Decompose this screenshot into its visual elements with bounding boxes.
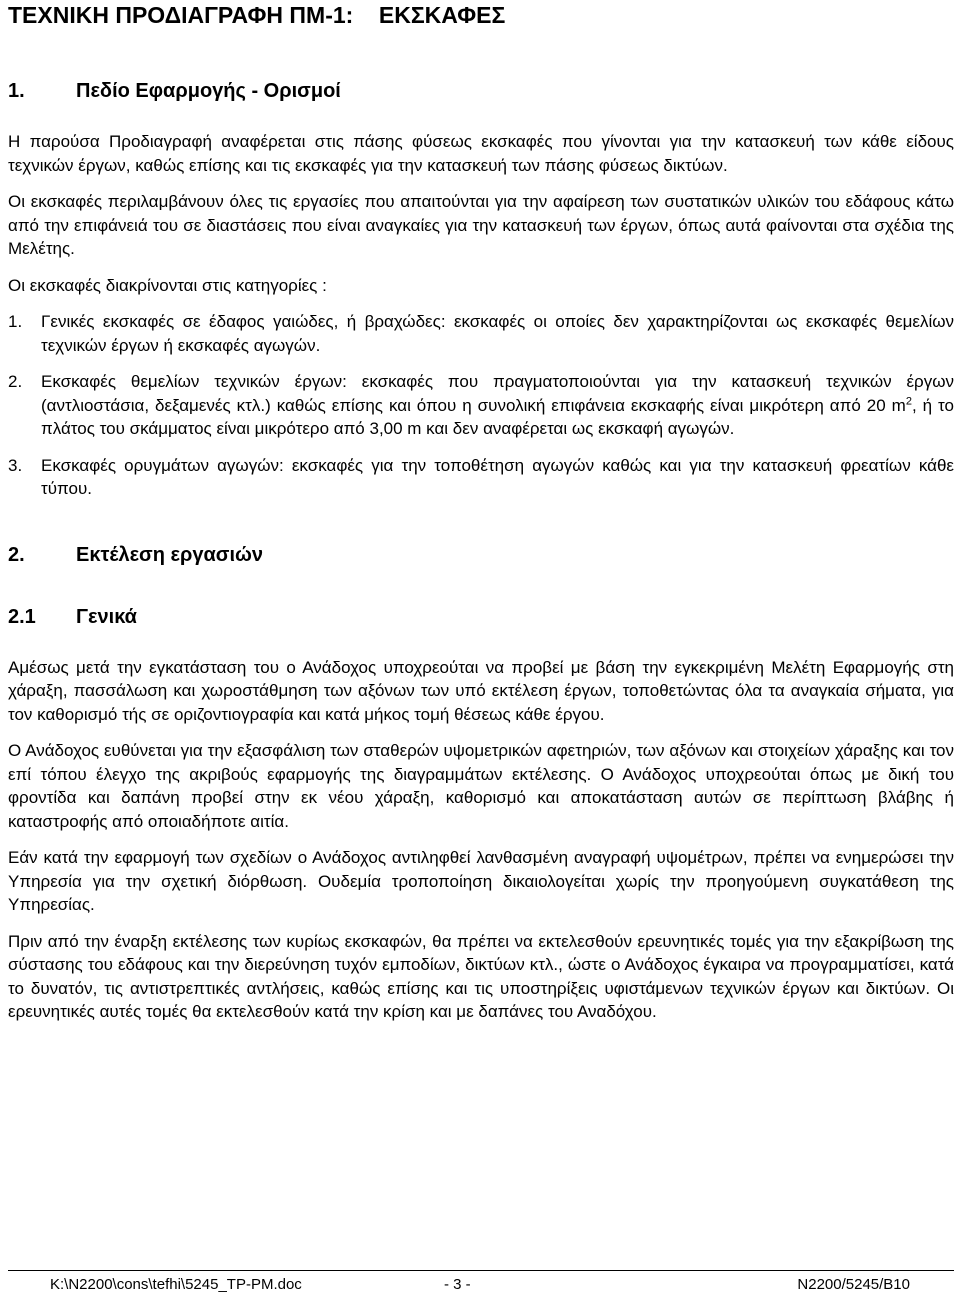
list-item-text-part: Εκσκαφές θεμελίων τεχνικών έργων: εκσκαφές που πραγματοποιούνται για την κατασκευή τεχνικών έργων (αντλιοστάσια, δεξαμενές κτλ.) καθώς επίσης και όπου η συνολική επιφάνεια εκσκαφής είναι μικρότερη από 20 m [41,372,954,415]
list-item [8,370,954,441]
list-item-text-part: , ή το πλάτος του σκάμματος είναι μικρότερο από 3,00 m και δεν αναφέρεται ως εκσκαφή αγωγών. [41,395,954,438]
list-item-text: Εκσκαφές ορυγμάτων αγωγών: εκσκαφές για την τοποθέτηση αγωγών καθώς και για την κατασκευή φρεατίων κάθε τύπου. [41,455,954,498]
paragraph: Εάν κατά την εφαρμογή των σχεδίων ο Ανάδοχος αντιληφθεί λανθασμένη αναγραφή υψομέτρων, πρέπει να ενημερώσει την Υπηρεσία για την σχετική διόρθωση. Ουδεμία τροποποίηση δικαιολογείται χωρίς την προηγούμενη συγκατάθεση της Υπηρεσίας. [8,848,954,914]
page-footer [8,1270,954,1301]
paragraph: Η παρούσα Προδιαγραφή αναφέρεται στις πάσης φύσεως εκσκαφές που γίνονται για την κατασκευή των κάθε είδους τεχνικών έργων, καθώς επίσης και τις εκσκαφές για την κατασκευή των πάσης φύσεως δικτύων. [8,132,954,175]
section-number: 1. [8,80,25,102]
section-number: 2. [8,543,25,566]
section-title: Γενικά [76,605,137,628]
list-item-text: Γενικές εκσκαφές σε έδαφος γαιώδες, ή βραχώδες: εκσκαφές οι οποίες δεν χαρακτηρίζονται ως εκσκαφές θεμελίων τεχνικών έργων ή εκσκαφές αγωγών. [41,312,954,355]
paragraph: Οι εκσκαφές διακρίνονται στις κατηγορίες : [8,275,327,295]
list-item [8,454,954,501]
document-title: ΤΕΧΝΙΚΗ ΠΡΟΔΙΑΓΡΑΦΗ ΠΜ-1: ΕΚΣΚΑΦΕΣ [8,2,506,28]
footer-file-path: K:\N2200\cons\tefhi\5245_TP-PM.doc [50,1276,302,1293]
paragraph: Οι εκσκαφές περιλαμβάνουν όλες τις εργασίες που απαιτούνται για την αφαίρεση των συστατικών υλικών του εδάφους κάτω από την επιφάνειά του σε διαστάσεις που είναι αναγκαίες για την κατασκευή των έργων, όπως αυτά φαίνονται στα σχέδια της Μελέτης. [8,192,954,258]
section-number: 2.1 [8,605,36,628]
paragraph: Ο Ανάδοχος ευθύνεται για την εξασφάλιση των σταθερών υψομετρικών αφετηριών, των αξόνων και στοιχείων χάραξης και τον επί τόπου έλεγχο της ακριβούς εφαρμογής της διαγραμμάτων εκτέλεσης. Ο Ανάδοχος υποχρεούται όπως με δική του φροντίδα και δαπάνη προβεί στην εκ νέου χάραξη, καθορισμό και αποκατάσταση αυτών σε περίπτωση βλάβης ή καταστροφής από οποιαδήποτε αιτία. [8,741,954,831]
document-page [8,0,954,1024]
list-item-text [41,370,954,441]
section-heading-1 [8,78,954,104]
list-item-number: 3. [8,455,23,475]
footer-page-number: - 3 - [444,1276,471,1293]
paragraph: Πριν από την έναρξη εκτέλεσης των κυρίως εκσκαφών, θα πρέπει να εκτελεσθούν ερευνητικές τομές για την εξακρίβωση της σύστασης του εδάφους και την διερεύνηση τυχόν εμποδίων, δικτύων κτλ., ώστε ο Ανάδοχος έγκαιρα να προγραμματίσει, κατά το δυνατόν, τις αντιστρεπτικές αντλήσεις, καθώς επίσης και τις υποστηρίξεις υφιστάμενων τεχνικών έργων και δικτύων. Οι ερευνητικές αυτές τομές θα εκτελεσθούν κατά την κρίση και με δαπάνες του Αναδόχου. [8,931,954,1021]
section-title: Εκτέλεση εργασιών [76,543,264,566]
section-heading-2 [8,542,954,568]
superscript: 2 [905,394,912,407]
footer-document-code: N2200/5245/B10 [797,1276,910,1293]
list-item-number: 2. [8,372,23,391]
paragraph: Αμέσως μετά την εγκατάσταση του ο Ανάδοχος υποχρεούται να προβεί με βάση την εγκεκριμένη Μελέτη Εφαρμογής στη χάραξη, πασσάλωση και χωροστάθμηση των αξόνων των υπό εκτέλεση έργων, τοποθετώντας όλα τα αναγκαία σήματα, για τον καθορισμό τής σε οριζοντιογραφία και κατά μήκος τομή θέσεως κάθε έργου. [8,657,954,724]
list-item [8,310,954,357]
subsection-heading-2-1 [8,604,954,630]
section-title: Πεδίο Εφαρμογής - Ορισμοί [76,80,341,102]
list-item-number: 1. [8,312,23,331]
